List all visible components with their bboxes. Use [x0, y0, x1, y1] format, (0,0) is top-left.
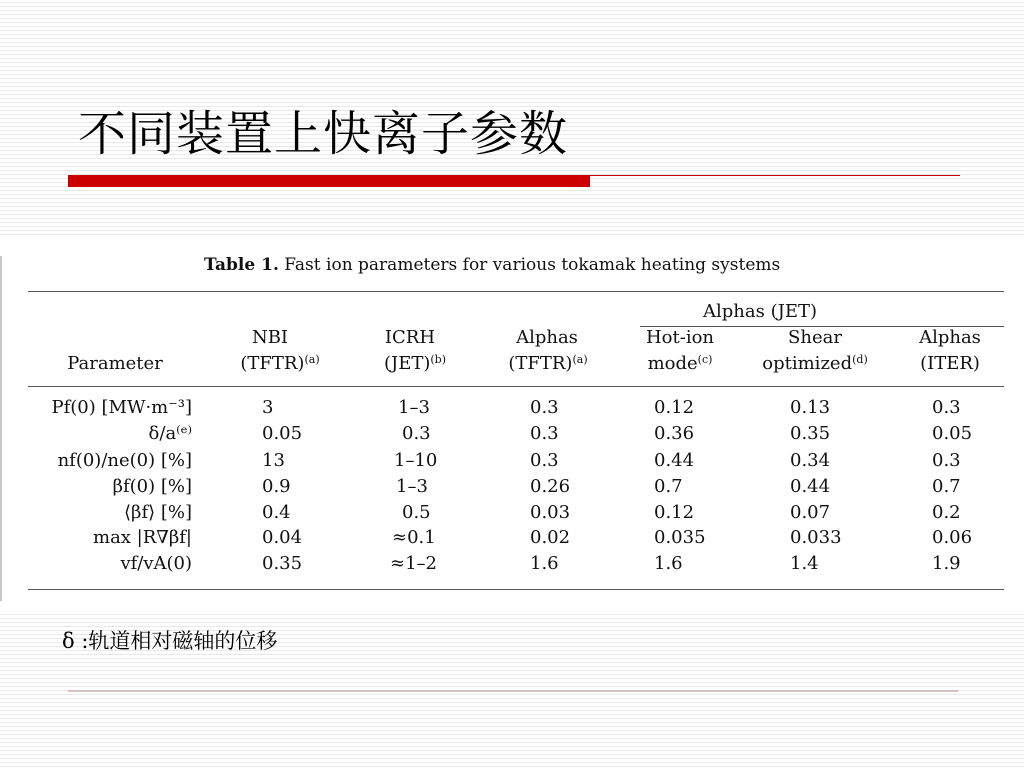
cell-hot-ion: 0.12 [654, 502, 695, 523]
cell-alphas-tftr: 0.3 [530, 423, 559, 444]
cell-hot-ion: 0.7 [654, 476, 683, 497]
cell-shear: 0.35 [790, 423, 831, 444]
col-header-nbi-line1: NBI [251, 327, 289, 348]
title-underline-line [590, 175, 960, 176]
table-figure [0, 236, 1024, 612]
cell-hot-ion: 1.6 [654, 553, 683, 574]
cell-nbi: 3 [262, 397, 274, 418]
cell-alphas-iter: 0.06 [932, 527, 973, 548]
cell-alphas-iter: 0.3 [932, 450, 961, 471]
col-header-nbi-line2: (TFTR)$^{(a)}$ [240, 353, 320, 374]
title-underline-bar [68, 175, 590, 187]
cell-alphas-iter: 0.05 [932, 423, 973, 444]
row-param: nf(0)/ne(0) [%] [57, 450, 192, 471]
cell-nbi: 0.04 [262, 527, 303, 548]
cell-alphas-iter: 1.9 [932, 553, 961, 574]
table-top-rule [28, 291, 1004, 292]
cell-hot-ion: 0.36 [654, 423, 695, 444]
row-param: vf/vA(0) [120, 553, 192, 574]
row-param: βf(0) [%] [112, 476, 192, 497]
col-header-shear-line2: optimized$^{(d)}$ [762, 353, 868, 374]
group-header-alphas-jet: Alphas (JET) [703, 301, 817, 322]
table-caption-label: Table 1. [204, 255, 279, 275]
col-header-icrh-line2: (JET)$^{(b)}$ [383, 353, 447, 374]
cell-shear: 0.033 [790, 527, 842, 548]
cell-icrh: 0.5 [402, 502, 431, 523]
cell-alphas-tftr: 0.3 [530, 450, 559, 471]
cell-icrh: 1–3 [396, 476, 428, 497]
cell-hot-ion: 0.035 [654, 527, 706, 548]
col-header-icrh-line1: ICRH [384, 327, 436, 348]
cell-nbi: 0.35 [262, 553, 303, 574]
cell-alphas-tftr: 0.3 [530, 397, 559, 418]
cell-alphas-iter: 0.3 [932, 397, 961, 418]
col-header-parameter: Parameter [67, 353, 163, 374]
slide-title: 不同装置上快离子参数 [78, 106, 569, 162]
cell-shear: 0.34 [790, 450, 831, 471]
col-header-hot-ion-line2: mode$^{(c)}$ [647, 353, 713, 374]
cell-shear: 0.44 [790, 476, 831, 497]
col-header-alphas-tftr-line2: (TFTR)$^{(a)}$ [508, 353, 588, 374]
row-param: δ/a⁽ᵉ⁾ [148, 423, 192, 444]
footer-divider [68, 690, 958, 692]
cell-icrh: ≈0.1 [392, 527, 436, 548]
cell-alphas-tftr: 1.6 [530, 553, 559, 574]
table-caption [204, 254, 780, 276]
cell-alphas-iter: 0.7 [932, 476, 961, 497]
row-param: ⟨βf⟩ [%] [124, 502, 192, 523]
col-header-hot-ion-line1: Hot-ion [645, 327, 715, 348]
cell-shear: 0.07 [790, 502, 831, 523]
table-caption-text: Fast ion parameters for various tokamak heating systems [284, 255, 781, 275]
cell-alphas-iter: 0.2 [932, 502, 961, 523]
cell-nbi: 0.05 [262, 423, 303, 444]
cell-nbi: 0.4 [262, 502, 291, 523]
cell-icrh: 0.3 [402, 423, 431, 444]
cell-hot-ion: 0.12 [654, 397, 695, 418]
cell-hot-ion: 0.44 [654, 450, 695, 471]
row-param: Pf(0) [MW·m⁻³] [51, 397, 192, 418]
delta-footnote: δ :轨道相对磁轴的位移 [62, 629, 278, 653]
cell-shear: 1.4 [790, 553, 819, 574]
cell-nbi: 13 [262, 450, 285, 471]
col-header-alphas-iter-line1: Alphas [919, 327, 981, 348]
cell-icrh: ≈1–2 [390, 553, 437, 574]
col-header-alphas-iter-line2: (ITER) [920, 353, 980, 374]
cell-alphas-tftr: 0.02 [530, 527, 571, 548]
cell-alphas-tftr: 0.26 [530, 476, 571, 497]
col-header-shear-line1: Shear [788, 327, 842, 348]
cell-nbi: 0.9 [262, 476, 291, 497]
row-param: max |R∇βf| [93, 527, 192, 548]
cell-icrh: 1–3 [398, 397, 430, 418]
col-header-alphas-tftr-line1: Alphas [516, 327, 578, 348]
cell-shear: 0.13 [790, 397, 831, 418]
cell-icrh: 1–10 [394, 450, 438, 471]
cell-alphas-tftr: 0.03 [530, 502, 571, 523]
table-bottom-rule [28, 589, 1004, 590]
table-header-rule [28, 386, 1004, 387]
